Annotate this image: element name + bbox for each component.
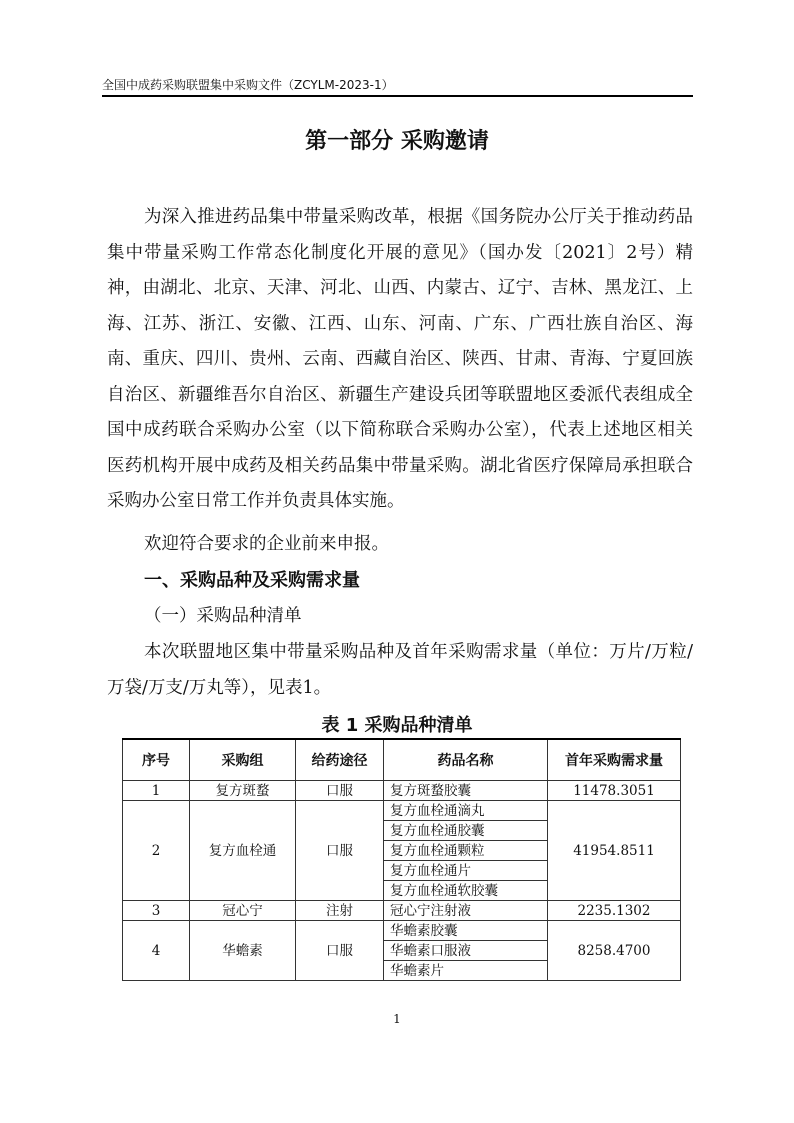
- procurement-table: [122, 738, 681, 981]
- row-no: 3: [123, 901, 190, 921]
- running-header: 全国中成药采购联盟集中采购文件（ZCYLM-2023-1）: [102, 78, 394, 92]
- table-intro-paragraph: 本次联盟地区集中带量采购品种及首年采购需求量（单位：万片/万粒/万袋/万支/万丸等），见表1。: [107, 642, 693, 698]
- intro-paragraph: 为深入推进药品集中带量采购改革，根据《国务院办公厅关于推动药品集中带量采购工作常态化制度化开展的意见》（国办发〔2021〕2号）精神，由湖北、北京、天津、河北、山西、内蒙古、辽宁、吉林、黑龙江、上海、江苏、浙江、安徽、江西、山东、河南、广东、广西壮族自治区、海南、重庆、四川、贵州、云南、西藏自治区、陕西、甘肃、青海、宁夏回族自治区、新疆维吾尔自治区、新疆生产建设兵团等联盟地区委派代表组成全国中成药联合采购办公室（以下简称联合采购办公室），代表上述地区相关医药机构开展中成药及相关药品集中带量采购。湖北省医疗保障局承担联合采购办公室日常工作并负责具体实施。: [107, 207, 693, 511]
- table-title: 表 1 采购品种清单: [321, 715, 473, 736]
- row-route: 口服: [296, 781, 384, 801]
- row-route: 口服: [296, 921, 384, 981]
- row-drug-name: 复方血栓通软胶囊: [384, 881, 548, 901]
- row-drug-name: 复方斑蝥胶囊: [384, 781, 548, 801]
- row-group: 冠心宁: [190, 901, 296, 921]
- heading-procurement-varieties: 一、采购品种及采购需求量: [144, 570, 360, 591]
- row-drug-name: 复方血栓通片: [384, 861, 548, 881]
- header-demand: 首年采购需求量: [548, 739, 681, 781]
- header-route: 给药途径: [296, 739, 384, 781]
- row-group: 复方斑蝥: [190, 781, 296, 801]
- table-row: [123, 801, 681, 821]
- row-drug-name: 复方血栓通胶囊: [384, 821, 548, 841]
- row-drug-name: 华蟾素片: [384, 961, 548, 981]
- row-route: 注射: [296, 901, 384, 921]
- table-header-row: [123, 739, 681, 781]
- row-drug-name: 华蟾素胶囊: [384, 921, 548, 941]
- row-drug-name: 复方血栓通滴丸: [384, 801, 548, 821]
- header-group: 采购组: [190, 739, 296, 781]
- welcome-line: 欢迎符合要求的企业前来申报。: [144, 534, 389, 554]
- row-demand: 11478.3051: [548, 781, 681, 801]
- row-group: 华蟾素: [190, 921, 296, 981]
- row-drug-name: 华蟾素口服液: [384, 941, 548, 961]
- header-drug-name: 药品名称: [384, 739, 548, 781]
- section-title: 第一部分 采购邀请: [305, 129, 489, 154]
- page-number: 1: [393, 1012, 401, 1026]
- header-no: 序号: [123, 739, 190, 781]
- row-no: 1: [123, 781, 190, 801]
- procurement-table-container: [122, 738, 680, 981]
- table-row: [123, 901, 681, 921]
- row-group: 复方血栓通: [190, 801, 296, 901]
- row-demand: 41954.8511: [548, 801, 681, 901]
- heading-variety-list: （一）采购品种清单: [144, 606, 302, 626]
- row-no: 2: [123, 801, 190, 901]
- row-drug-name: 冠心宁注射液: [384, 901, 548, 921]
- row-no: 4: [123, 921, 190, 981]
- table-row: [123, 781, 681, 801]
- header-divider: [102, 95, 693, 97]
- row-demand: 2235.1302: [548, 901, 681, 921]
- table-row: [123, 921, 681, 941]
- row-drug-name: 复方血栓通颗粒: [384, 841, 548, 861]
- row-demand: 8258.4700: [548, 921, 681, 981]
- row-route: 口服: [296, 801, 384, 901]
